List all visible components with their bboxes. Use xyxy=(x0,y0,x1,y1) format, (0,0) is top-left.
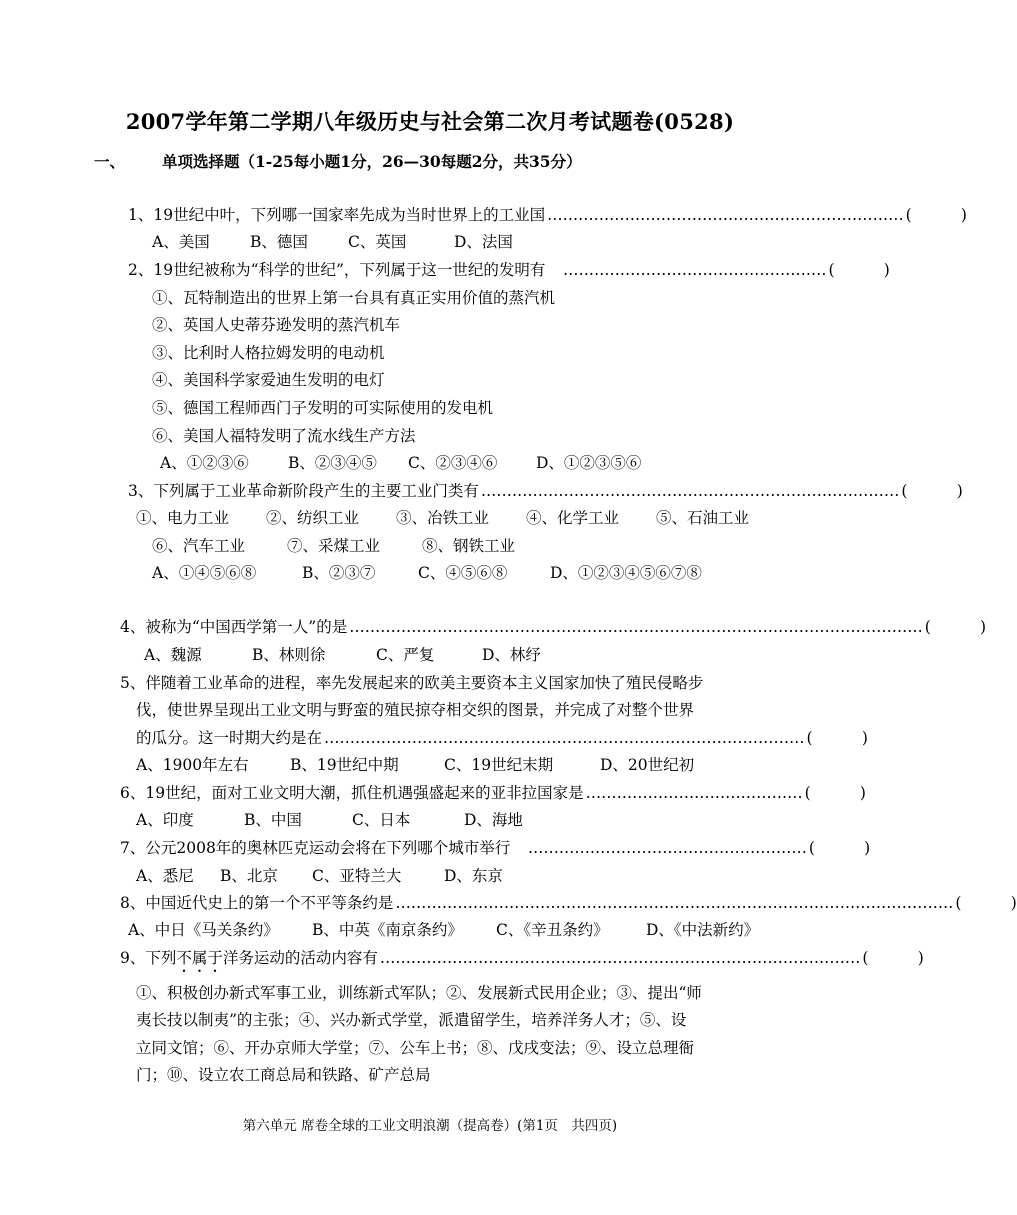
item: ⑧、钢铁工业 xyxy=(422,537,516,555)
option-b: B、林则徐 xyxy=(252,646,326,664)
question-stem-text xyxy=(120,948,378,976)
item: ⑤、石油工业 xyxy=(656,509,750,527)
option-d: D、《中法新约》 xyxy=(646,921,760,939)
question-1-stem xyxy=(128,205,967,225)
option-c: C、《辛丑条约》 xyxy=(496,921,609,939)
option-b: B、②③④⑤ xyxy=(288,454,377,472)
question-2-item: ②、英国人史蒂芬逊发明的蒸汽机车 xyxy=(152,316,401,334)
question-6-options xyxy=(136,810,523,830)
stem-suffix: 洋务运动的活动内容有 xyxy=(222,949,378,967)
option-b: B、19世纪中期 xyxy=(290,756,399,774)
question-stem-text: 2、19世纪被称为“科学的世纪”，下列属于这一世纪的发明有 xyxy=(128,261,546,279)
option-c: C、日本 xyxy=(352,811,411,829)
answer-blank: ( ) xyxy=(806,729,868,747)
option-a: A、印度 xyxy=(136,811,194,829)
option-a: A、魏源 xyxy=(144,646,202,664)
question-4-stem xyxy=(120,617,987,637)
answer-blank: ( ) xyxy=(828,261,890,279)
option-d: D、①②③④⑤⑥⑦⑧ xyxy=(550,564,702,582)
option-a: A、①④⑤⑥⑧ xyxy=(152,564,257,582)
question-stem-text: 4、被称为“中国西学第一人”的是 xyxy=(120,618,348,636)
option-d: D、①②③⑤⑥ xyxy=(536,454,642,472)
item: ③、冶铁工业 xyxy=(396,509,490,527)
option-d: D、林纾 xyxy=(482,646,541,664)
leader-dots: ……………………………………………………………………… xyxy=(480,482,900,500)
question-9-body-line: ①、积极创办新式军事工业，训练新式军队；②、发展新式民用企业；③、提出“师 xyxy=(136,984,702,1002)
option-b: B、德国 xyxy=(250,233,308,251)
option-c: C、②③④⑥ xyxy=(408,454,498,472)
leader-dots: ………………………………………………………………………………… xyxy=(379,949,861,967)
question-3-stem xyxy=(128,481,963,501)
option-b: B、中国 xyxy=(244,811,302,829)
option-a: A、美国 xyxy=(152,233,210,251)
question-4-options xyxy=(144,645,541,665)
question-2-item: ①、瓦特制造出的世界上第一台具有真正实用价值的蒸汽机 xyxy=(152,289,556,307)
option-a: A、中日《马关条约》 xyxy=(128,921,279,939)
question-5-options xyxy=(136,755,694,775)
option-c: C、19世纪末期 xyxy=(444,756,554,774)
question-2-item: ③、比利时人格拉姆发明的电动机 xyxy=(152,344,385,362)
answer-blank: ( ) xyxy=(804,784,866,802)
question-2-options xyxy=(160,453,641,473)
section-number: 一、 xyxy=(94,152,126,171)
section-heading xyxy=(94,150,582,172)
question-stem-text: 3、下列属于工业革命新阶段产生的主要工业门类有 xyxy=(128,482,479,500)
question-3-items-row1 xyxy=(136,508,749,528)
leader-dots: …………………………………… xyxy=(585,784,803,802)
option-c: C、④⑤⑥⑧ xyxy=(418,564,508,582)
leader-dots: …………………………………………… xyxy=(547,261,827,279)
question-2-stem xyxy=(128,260,890,280)
option-d: D、法国 xyxy=(454,233,513,251)
leader-dots: ……………………………………………… xyxy=(512,839,807,857)
option-b: B、北京 xyxy=(220,867,278,885)
question-stem-text: 7、公元2008年的奥林匹克运动会将在下列哪个城市举行 xyxy=(120,839,511,857)
question-stem-text: 1、19世纪中叶，下列哪一国家率先成为当时世界上的工业国 xyxy=(128,206,546,224)
question-7-options xyxy=(136,866,503,886)
question-8-options xyxy=(128,920,759,940)
question-3-items-row2 xyxy=(152,536,515,556)
question-6-stem xyxy=(120,783,866,803)
leader-dots: …………………………………………………………… xyxy=(547,206,904,224)
page-footer: 第六单元 席卷全球的工业文明浪潮（提高卷）(第1页 共四页) xyxy=(242,1118,618,1134)
option-a: A、1900年左右 xyxy=(136,756,249,774)
item: ⑦、采煤工业 xyxy=(287,537,381,555)
leader-dots: ………………………………………………………………………………………………… xyxy=(349,618,923,636)
question-9-body-line: 立同文馆；⑥、开办京师大学堂；⑦、公车上书；⑧、戊戌变法；⑨、设立总理衙 xyxy=(136,1039,695,1057)
option-c: C、亚特兰大 xyxy=(312,867,402,885)
question-5-line2: 伐，使世界呈现出工业文明与野蛮的殖民掠夺相交织的图景，并完成了对整个世界 xyxy=(136,701,695,719)
leader-dots: ……………………………………………………………………………………………… xyxy=(395,894,954,912)
question-8-stem xyxy=(120,893,1017,913)
item: ④、化学工业 xyxy=(526,509,620,527)
question-2-item: ⑥、美国人福特发明了流水线生产方法 xyxy=(152,427,416,445)
question-2-item: ⑤、德国工程师西门子发明的可实际使用的发电机 xyxy=(152,399,494,417)
emphasized-negation: 不属于 xyxy=(176,949,223,967)
section-label: 单项选择题（1-25每小题1分，26—30每题2分，共35分） xyxy=(162,152,582,171)
stem-prefix: 9、下列 xyxy=(120,949,177,967)
leader-dots: ………………………………………………………………………………… xyxy=(324,729,805,747)
question-5-line3 xyxy=(136,728,868,748)
page-title: 2007学年第二学期八年级历史与社会第二次月考试题卷(0528) xyxy=(125,109,735,134)
question-9-stem xyxy=(120,948,924,976)
answer-blank: ( ) xyxy=(924,618,987,636)
question-9-body-line: 门；⑩、设立农工商总局和铁路、矿产总局 xyxy=(136,1066,431,1084)
option-a: A、①②③⑥ xyxy=(160,454,249,472)
question-2-item: ④、美国科学家爱迪生发明的电灯 xyxy=(152,371,385,389)
question-stem-text: 8、中国近代史上的第一个不平等条约是 xyxy=(120,894,394,912)
option-d: D、海地 xyxy=(464,811,523,829)
option-d: D、20世纪初 xyxy=(600,756,695,774)
option-c: C、严复 xyxy=(376,646,435,664)
answer-blank: ( ) xyxy=(862,949,924,967)
option-a: A、悉尼 xyxy=(136,867,194,885)
option-d: D、东京 xyxy=(444,867,503,885)
item: ②、纺织工业 xyxy=(266,509,360,527)
answer-blank: ( ) xyxy=(955,894,1017,912)
answer-blank: ( ) xyxy=(808,839,871,857)
item: ⑥、汽车工业 xyxy=(152,537,246,555)
option-b: B、②③⑦ xyxy=(302,564,376,582)
question-1-options xyxy=(152,232,513,252)
answer-blank: ( ) xyxy=(901,482,963,500)
item: ①、电力工业 xyxy=(136,509,230,527)
question-3-options xyxy=(152,563,702,583)
question-9-body-line: 夷长技以制夷”的主张；④、兴办新式学堂，派遣留学生，培养洋务人才；⑤、设 xyxy=(136,1011,687,1029)
question-7-stem xyxy=(120,838,871,858)
option-b: B、中英《南京条约》 xyxy=(312,921,463,939)
option-c: C、英国 xyxy=(348,233,407,251)
question-stem-text: 的瓜分。这一时期大约是在 xyxy=(136,729,323,747)
question-5-line1: 5、伴随着工业革命的进程，率先发展起来的欧美主要资本主义国家加快了殖民侵略步 xyxy=(120,674,704,692)
question-stem-text: 6、19世纪，面对工业文明大潮，抓住机遇强盛起来的亚非拉国家是 xyxy=(120,784,584,802)
answer-blank: ( ) xyxy=(905,206,967,224)
